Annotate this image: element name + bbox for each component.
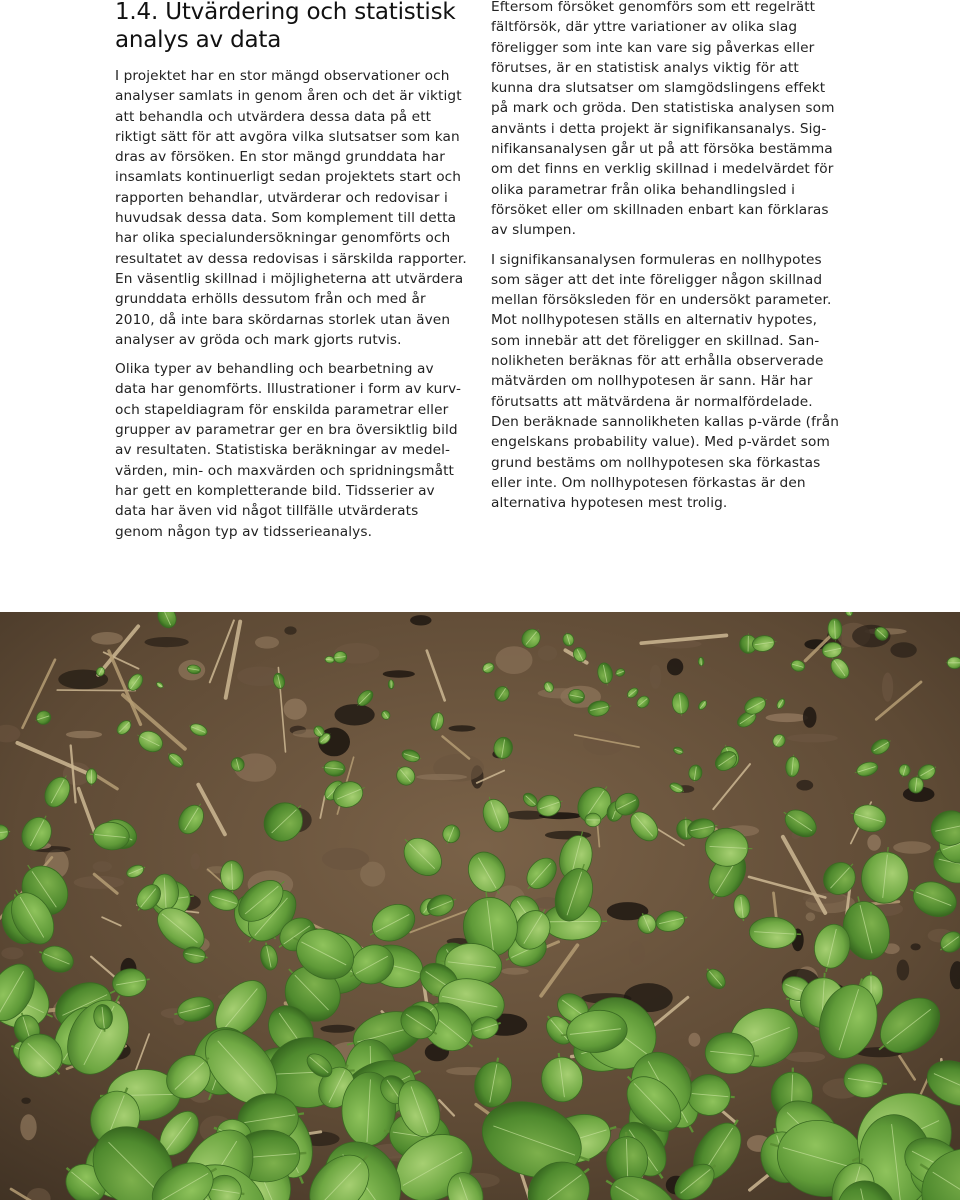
section-title: 1.4. Utvärdering och statistisk analys av data xyxy=(115,0,456,53)
seedlings-photo-icon xyxy=(0,612,960,1200)
paragraph: I projektet har en stor mängd observationer och analyser samlats in genom åren och det är viktigt att behandla och utvärdera dessa data på ett riktigt sätt för att avgöra vilka slutsatser som kan dras av försöken. En stor mängd grunddata har insamlats kontinuerligt sedan projektets start och rapporten behandlar, utvärderar och redovisar i huvudsak dessa data. Som komplement till detta har olika specialundersökningar genomförts och resultatet av dessa redovisas i särskilda rapporter. En väsentlig skillnad i möjligheterna att utvärdera grunddata erhölls dessutom från och med år 2010, då inte bara skördarnas storlek utan även analyser av gröda och mark gjorts rutvis. xyxy=(115,68,467,348)
left-column xyxy=(115,0,467,542)
seedlings-photo xyxy=(0,612,960,1200)
right-column xyxy=(491,0,845,513)
paragraph: Eftersom försöket genomförs som ett regelrätt fältförsök, där yttre variationer av olika slag föreligger som inte kan vare sig påverkas eller förutses, är en statistisk analys viktig för att kunna dra slutsatser om slamgödslingens effekt på mark och gröda. Den statistiska analysen som använts i detta projekt är signifikansanalys. Signifikansanalysen går ut på att försöka bestämma om det finns en verklig skillnad i medelvärdet för olika parametrar från olika behandlingsled i försöket eller om skillnaden enbart kan förklaras av slumpen. xyxy=(491,0,835,239)
paragraph: I signifikansanalysen formuleras en nollhypotes som säger att det inte föreligger någon skillnad mellan försöksleden för en undersökt parameter. Mot nollhypotesen ställs en alternativ hypotes, som innebär att det föreligger en skillnad. Sannolikheten beräknas för att erhålla observerade mätvärden om nollhypotesen är sann. Här har förutsatts att mätvärdena är normalfördelade. Den beräknade sannolikheten kallas p-värde (från engelskans probability value). Med p-värdet som grund bestäms om nollhypotesen ska förkastas eller inte. Om nollhypotesen förkastas är den alternativa hypotesen mest trolig. xyxy=(491,251,840,512)
paragraph: Olika typer av behandling och bearbetning av data har genomförts. Illustrationer i form av kurv- och stapeldiagram för enskilda parametrar eller grupper av parametrar ger en bra översiktlig bild av resultaten. Statistiska beräkningar av medelvärden, min- och maxvärden och spridningsmått har gett en kompletterande bild. Tidsserier av data har även vid något tillfälle utvärderats genom någon typ av tidsserieanalys. xyxy=(115,361,462,540)
